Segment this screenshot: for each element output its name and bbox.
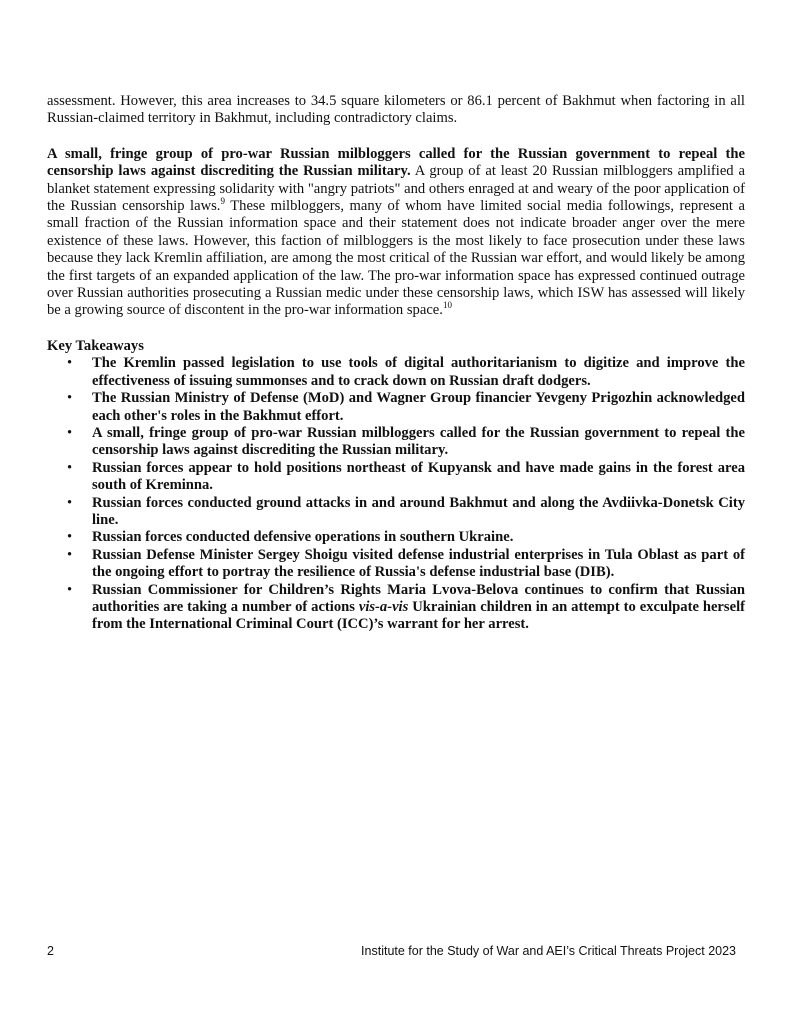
bullet-icon: • — [67, 581, 73, 598]
bullet-icon: • — [67, 390, 73, 407]
footnote-marker[interactable]: 10 — [442, 300, 452, 311]
footnote-marker[interactable]: 9 — [220, 196, 225, 207]
takeaway-item — [47, 547, 745, 582]
key-takeaways-list — [47, 355, 745, 634]
takeaway-text: Russian Defense Minister Sergey Shoigu visited defense industrial enterprises in Tula Oblast as part of the ongoing effort to portray the resilience of Russia's defense industrial base (DIB). — [92, 546, 745, 581]
bullet-icon: • — [67, 529, 73, 546]
takeaway-item — [47, 390, 745, 425]
paragraph-bakhmut-assessment: assessment. However, this area increases to 34.5 square kilometers or 86.1 percent of Bakhmut when factoring in all Russian-claimed territory in Bakhmut, including contradictory claims. — [47, 93, 745, 127]
takeaway-item — [47, 495, 745, 530]
takeaway-text-after: Ukrainian children in an attempt to exculpate herself from the International Criminal Court (ICC)’s warrant for her arrest. — [92, 598, 745, 633]
paragraph-body-b: These milbloggers, many of whom have limited social media followings, represent a small fraction of the Russian information space and their statement does not indicate broader anger over the mere existence of these laws. However, this faction of milbloggers is the most likely to face prosecution under these laws because they lack Kremlin affiliation, are among the most critical of the Russian war effort, and would likely be among the first targets of an expanded application of the law. The pro-war information space has expressed continued outrage over Russian authorities prosecuting a Russian medic under these censorship laws, which ISW has assessed will likely be a growing source of discontent in the pro-war information space. — [47, 198, 746, 319]
document-page — [47, 93, 745, 634]
bullet-icon: • — [67, 355, 73, 372]
key-takeaways-heading: Key Takeaways — [47, 337, 144, 354]
takeaway-item — [47, 355, 745, 390]
takeaway-text-italic: vis-a-vis — [358, 598, 409, 615]
takeaway-text: Russian forces conducted defensive operations in southern Ukraine. — [92, 529, 514, 546]
takeaway-text: The Kremlin passed legislation to use tools of digital authoritarianism to digitize and improve the effectiveness of issuing summonses and to crack down on Russian draft dodgers. — [92, 355, 745, 389]
footer-page-number: 2 — [47, 944, 54, 958]
takeaway-text-before: Russian Commissioner for Children’s Rights Maria Lvova-Belova continues to confirm that Russian authorities are taking a number of actions — [92, 581, 745, 615]
takeaway-item — [47, 529, 745, 546]
takeaway-text: Russian forces appear to hold positions northeast of Kupyansk and have made gains in the forest area south of Kreminna. — [92, 459, 745, 494]
paragraph-lead-sentence: A small, fringe group of pro-war Russian milbloggers called for the Russian government to repeal the censorship laws against discrediting the Russian military. — [47, 145, 745, 180]
takeaway-item — [47, 460, 745, 495]
paragraph-milbloggers — [47, 146, 745, 320]
bullet-icon: • — [67, 546, 73, 563]
bullet-icon: • — [67, 424, 73, 441]
bullet-icon: • — [67, 459, 73, 476]
takeaway-item — [47, 425, 745, 460]
footer-publisher: Institute for the Study of War and AEI’s Critical Threats Project 2023 — [361, 944, 736, 958]
bullet-icon: • — [67, 494, 73, 511]
takeaway-item — [47, 582, 745, 634]
takeaway-text: A small, fringe group of pro-war Russian milbloggers called for the Russian government to repeal the censorship laws against discrediting the Russian military. — [92, 424, 745, 459]
takeaway-text: The Russian Ministry of Defense (MoD) and Wagner Group financier Yevgeny Prigozhin acknowledged each other's roles in the Bakhmut effort. — [92, 390, 745, 424]
takeaway-text: Russian forces conducted ground attacks in and around Bakhmut and along the Avdiivka-Donetsk City line. — [92, 494, 745, 528]
paragraph-body-a: A group of at least 20 Russian milbloggers amplified a blanket statement expressing solidarity with "angry patriots" and others enraged at and weary of the poor application of the Russian censorship laws. — [47, 163, 745, 215]
